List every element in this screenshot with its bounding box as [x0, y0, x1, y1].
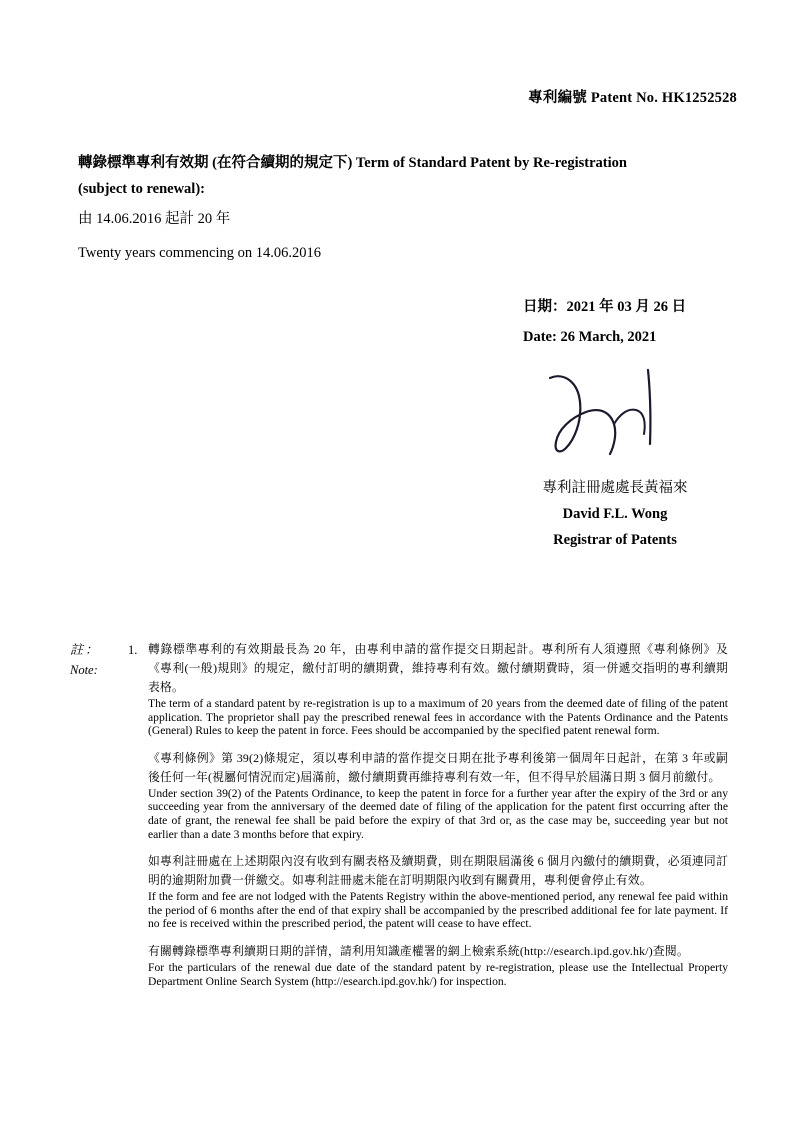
- notes-item-number: 1.: [128, 643, 138, 657]
- notes-label-cn: 註：: [70, 642, 101, 657]
- signature-mark: [530, 368, 710, 468]
- patent-number-value: HK1252528: [661, 90, 737, 106]
- registrar-name-en: David F.L. Wong: [562, 506, 668, 522]
- patent-number-line: [528, 86, 737, 107]
- note-paragraph: [148, 942, 728, 988]
- note-paragraph: [148, 640, 728, 738]
- note-paragraph-en: Under section 39(2) of the Patents Ordinance, to keep the patent in force for a further year after the expiry of the 3rd or any succeeding year from the anniversary of the deemed date of filing of the application for the patent first occurring after the date of grant, the renewal fee shall be paid before the expiry of that 3rd or, as the case may be, succeeding year but not earlier than a date 3 months before that expiry.: [148, 786, 728, 841]
- note-paragraph-cn: 《專利條例》第 39(2)條規定，須以專利申請的當作提交日期在批予專利後第一個周年日起計，在第 3 年或嗣後任何一年(視屬何情況而定)屆滿前，繳付續期費再維持專利有效一年，但不得早於屆滿日期 3 個月前繳付。: [148, 750, 728, 784]
- notes-label: [70, 640, 122, 680]
- note-paragraph-cn: 轉錄標準專利的有效期最長為 20 年，由專利申請的當作提交日期起計。專利所有人須遵照《專利條例》及《專利(一般)規則》的規定，繳付訂明的續期費，維持專利有效。繳付續期費時，須一併遞交指明的專利續期表格。: [148, 642, 728, 694]
- term-section: [78, 150, 718, 267]
- note-paragraph-cn: 如專利註冊處在上述期限內沒有收到有關表格及續期費，則在期限屆滿後 6 個月內繳付的續期費，必須連同訂明的逾期附加費一併繳交。如專利註冊處未能在訂明期限內收到有關費用，專利便會停止有效。: [148, 854, 728, 888]
- term-value-en: Twenty years commencing on 14.06.2016: [78, 245, 322, 261]
- term-heading-line2: (subject to renewal):: [78, 181, 205, 197]
- note-paragraph: [148, 852, 728, 931]
- date-cn: 日期：2021 年 03 月 26 日: [523, 299, 687, 315]
- patent-number-label-cn: 專利編號: [528, 90, 587, 106]
- note-paragraph-en: The term of a standard patent by re-registration is up to a maximum of 20 years from the deemed date of filing of the patent application. The proprietor shall pay the prescribed renewal fees in accordance with the Patents Ordinance and the Patents (General) Rules to keep the patent in force. Fees should be accompanied by the specified patent renewal form.: [148, 697, 728, 738]
- registrar-title: Registrar of Patents: [553, 532, 677, 548]
- date-en: Date: 26 March, 2021: [523, 329, 657, 345]
- notes-body: [148, 640, 728, 999]
- term-heading-cn: 轉錄標準專利有效期 (在符合續期的規定下): [78, 155, 353, 171]
- term-value-cn: 由 14.06.2016 起計 20 年: [78, 211, 231, 227]
- patent-number-label-en: Patent No.: [590, 90, 659, 106]
- note-paragraph-en: For the particulars of the renewal due date of the standard patent by re-registration, please use the Intellectual Property Department Online Search System (http://esearch.ipd.gov.hk/) for inspection.: [148, 960, 728, 988]
- term-heading-en: Term of Standard Patent by Re-registration: [355, 155, 627, 171]
- term-heading-line1: [78, 150, 718, 176]
- note-paragraph-cn: 有關轉錄標準專利續期日期的詳情，請利用知識產權署的網上檢索系統(http://esearch.ipd.gov.hk/)查閱。: [148, 943, 689, 958]
- notes-label-en: Note:: [70, 663, 98, 677]
- note-paragraph: [148, 749, 728, 841]
- registrar-name-cn: 專利註冊處處長黃福來: [542, 480, 688, 496]
- registrar-block: [470, 475, 760, 553]
- date-section: [523, 292, 773, 352]
- note-paragraph-en: If the form and fee are not lodged with the Patents Registry within the above-mentioned period, any renewal fee paid within the period of 6 months after the end of that expiry shall be accompanied by the prescribed additional fee for late payment. If no fee is received within the prescribed period, the patent will cease to have effect.: [148, 890, 728, 931]
